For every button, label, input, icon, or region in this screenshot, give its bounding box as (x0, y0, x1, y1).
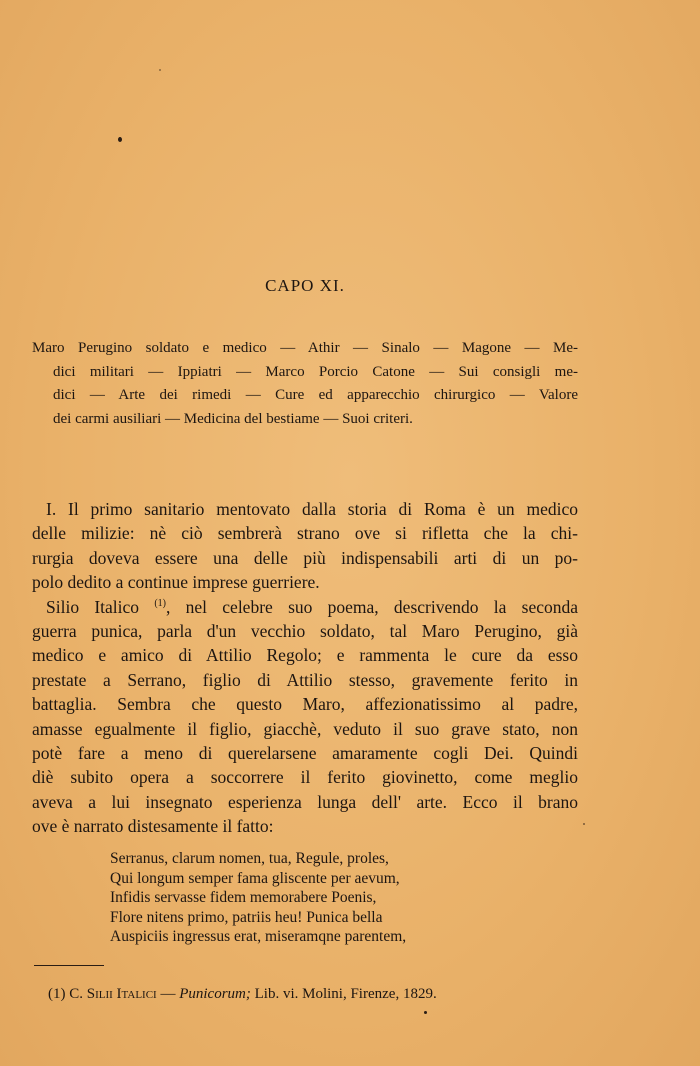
footnote-divider (34, 965, 104, 966)
body-line: ove è narrato distesamente il fatto: (32, 816, 274, 837)
verse-line: Serranus, clarum nomen, tua, Regule, proles, (110, 850, 389, 867)
body-line: prestate a Serrano, figlio di Attilio stesso, gravemente ferito in (32, 669, 578, 690)
ink-speck (583, 823, 585, 825)
chapter-summary (32, 337, 578, 431)
verse-line: Infidis servasse fidem memorabere Poenis, (110, 889, 377, 907)
chapter-title: CAPO XI. (265, 276, 345, 295)
body-paragraphs (32, 497, 578, 839)
body-line: polo dedito a continue imprese guerriere. (32, 572, 320, 593)
footnote-details: Lib. vi. Molini, Firenze, 1829. (254, 986, 437, 1002)
body-line (32, 595, 578, 619)
summary-line: Maro Perugino soldato e medico — Athir — Sinalo — Magone — Me- (32, 340, 578, 356)
body-line-start: Silio Italico (46, 596, 140, 617)
footnote-marker: (1) (48, 986, 66, 1002)
verse-line: Qui longum semper fama gliscente per aevum, (110, 869, 400, 887)
body-line: medico e amico di Attilio Regolo; e rammenta le cure da esso (32, 645, 578, 666)
summary-line: dici militari — Ippiatri — Marco Porcio Catone — Sui consigli me- (53, 363, 578, 380)
body-line: amasse egualmente il figlio, giacchè, veduto il suo grave stato, non (32, 718, 578, 739)
footnote-work: Punicorum; (179, 986, 251, 1002)
body-line: I. Il primo sanitario mentovato dalla storia di Roma è un medico (46, 499, 578, 519)
verse-line: Flore nitens primo, patriis heu! Punica bella (110, 908, 383, 926)
summary-line: dici — Arte dei rimedi — Cure ed apparecchio chirurgico — Valore (53, 387, 578, 403)
ink-speck (424, 1011, 427, 1014)
ink-speck (159, 69, 161, 71)
body-line: potè fare a meno di querelarsene amaramente cogli Dei. Quindi (32, 743, 578, 764)
body-line: rurgia doveva essere una delle più indispensabili arti di un po- (32, 547, 578, 568)
ink-speck (118, 137, 122, 142)
body-line: guerra punica, parla d'un vecchio soldato, tal Maro Perugino, già (32, 621, 578, 642)
footnote (48, 986, 437, 1003)
body-line: delle milizie: nè ciò sembrerà strano ove si rifletta che la chi- (32, 523, 578, 544)
body-line: diè subito opera a soccorrere il ferito giovinetto, come meglio (32, 767, 578, 788)
footnote-reference: (1) (154, 597, 166, 609)
footnote-dash: — (160, 986, 176, 1002)
body-line: battaglia. Sembra che questo Maro, affezionatissimo al padre, (32, 694, 578, 715)
summary-line: dei carmi ausiliari — Medicina del bestiame — Suoi criteri. (53, 410, 413, 427)
verse-line: Auspiciis ingressus erat, miseramqne parentem, (110, 928, 407, 946)
body-line: aveva a lui insegnato esperienza lunga dell' arte. Ecco il brano (32, 791, 578, 812)
footnote-author: C. Silii Italici (69, 986, 157, 1002)
body-line-rest: , nel celebre suo poema, descrivendo la seconda (166, 596, 579, 617)
latin-verse-quote (110, 849, 530, 947)
